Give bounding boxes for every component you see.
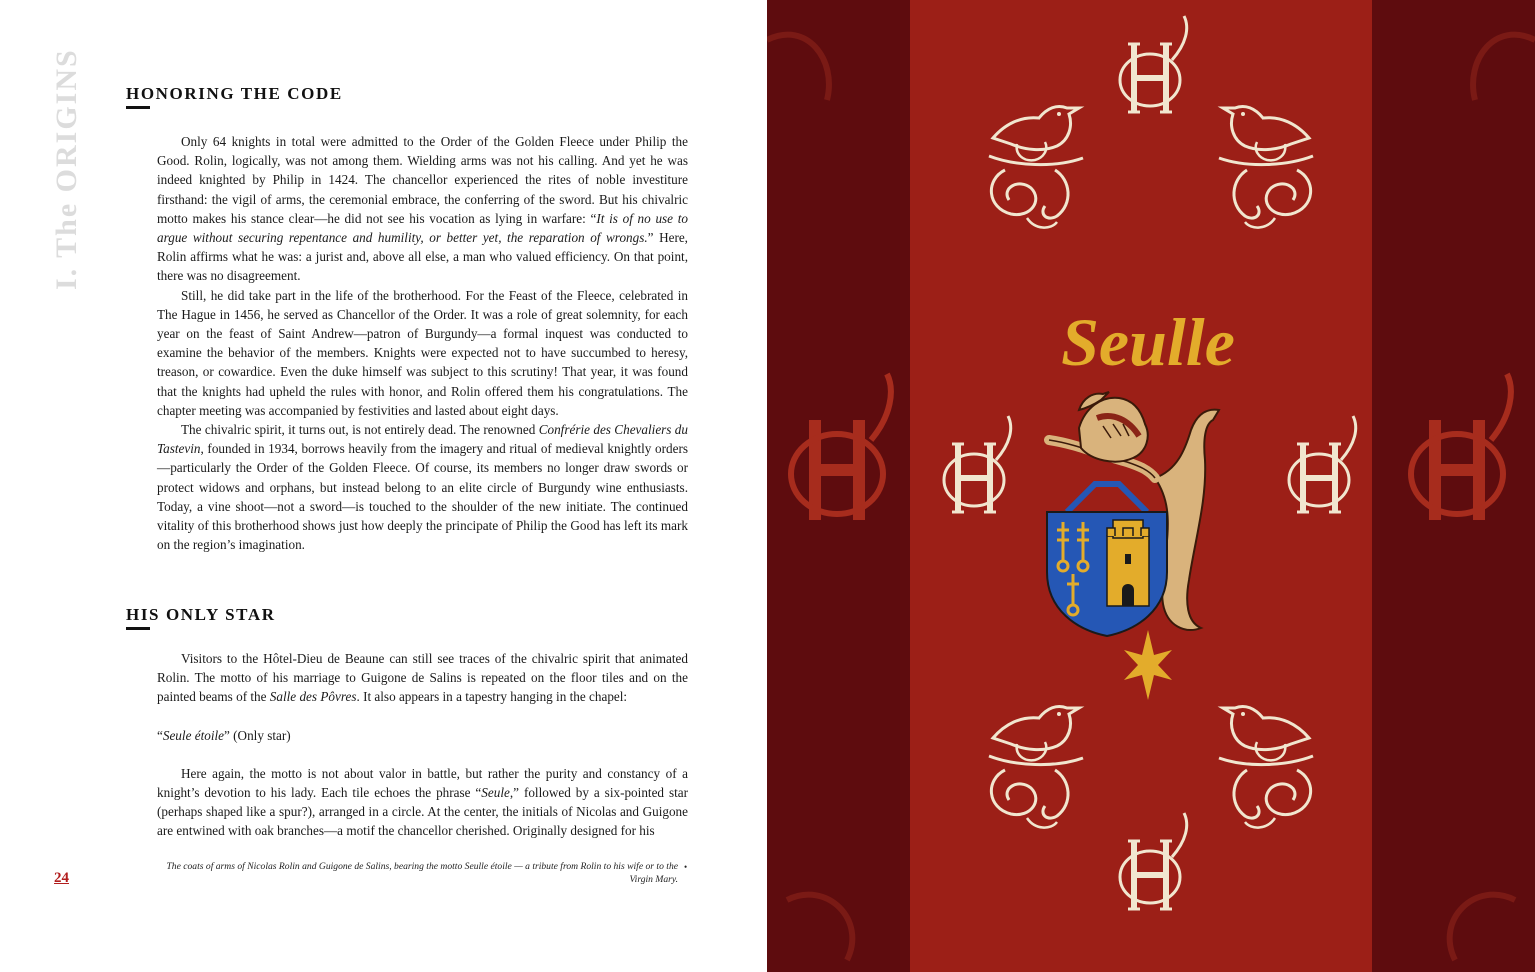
paragraph: The chivalric spirit, it turns out, is not entirely dead. The renowned Confrérie des Chevaliers du Tastevin, founded in 1934, borrows heavily from the imagery and ritual of medieval knightly orders—particularly the Order of the Golden Fleece. Of course, its members no longer draw swords or protect widows and orphans, but instead belong to an elite circle of Burgundy wine enthusiasts. Today, a vine shoot—not a sword—is touched to the shoulder of the new initiate. The continued vitality of this brotherhood shows just how deeply the principate of Philip the Good has left its mark on the region’s imagination. [157,422,688,553]
motto-text: Seulle [1061,304,1235,380]
section-title-honoring [126,84,343,104]
paragraph: Here again, the motto is not about valor in battle, but rather the purity and constancy of a knight’s devotion to his lady. Each tile echoes the phrase “Seule,” followed by a six-pointed star (perhaps shaped like a spur?), arranged in a circle. At the center, the initials of Nicolas and Guigone are entwined with oak branches—a motif the chancellor cherished. Originally designed for his [157,765,688,839]
left-border-band [767,0,910,972]
image-caption: The coats of arms of Nicolas Rolin and Guigone de Salins, bearing the motto Seulle étoile — a tribute from Rolin to his wife or to the Virgin Mary. [166,861,678,885]
section2-body [157,649,688,841]
paragraph: Only 64 knights in total were admitted to the Order of the Golden Fleece under Philip the Good. Rolin, logically, was not among them. Wielding arms was not his calling. And yet he was indeed knighted by Philip in 1424. The chancellor experienced the rites of noble investiture firsthand: the vigil of arms, the ceremonial embrace, the conferring of the sword. But his chivalric motto makes his stance clear—he did not see his vocation as lying in warfare: “It is of no use to argue without securing repentance and humility, or better yet, the reparation of wrongs.” Here, Rolin affirms what he was: a jurist and, above all else, a man who valued efficiency. On that point, there was no disagreement. [157,134,688,284]
tapestry-image [767,0,1535,972]
section-title-only-star [126,605,276,625]
section-title-rest: S ONLY STAR [149,605,276,624]
tapestry-svg [767,0,1535,972]
caption-bullet: • [684,862,688,872]
paragraph: Visitors to the Hôtel-Dieu de Beaune can still see traces of the chivalric spirit that animated Rolin. The motto of his marriage to Guigone de Salins is repeated on the floor tiles and on the painted beams of the Salle des Pôvres. It also appears in a tapestry hanging in the chapel: [157,651,688,705]
title-underline [126,106,150,109]
left-page [0,0,767,972]
shield-castle [1107,520,1149,606]
section1-body [157,132,688,554]
title-underline [126,627,150,630]
chapter-label-text: I. The ORIGINS [50,48,83,290]
paragraph: Still, he did take part in the life of the brotherhood. For the Feast of the Fleece, celebrated in The Hague in 1456, he served as Chancellor of the Order. It was a role of great solemnity, for each year on the feast of Saint Andrew—patron of Burgundy—a formal inquest was conducted to examine the behavior of the members. Knights were expected not to have succumbed to heresy, treason, or cowardice. Even the duke himself was subject to this scrutiny! That year, it was found that the knights had upheld the rules with honor, and Rolin offered them his congratulations. The chapter meeting was accompanied by festivities and lasted about eight days. [157,287,688,418]
section-title-first: HI [126,605,150,624]
section-title-first: HO [126,84,156,103]
motto-quote: “Seule étoile” (Only star) [157,727,291,743]
section-title-rest: NORING THE CODE [155,84,343,103]
page-number: 24 [54,870,69,886]
right-border-band [1372,0,1535,972]
chapter-label [44,48,84,295]
